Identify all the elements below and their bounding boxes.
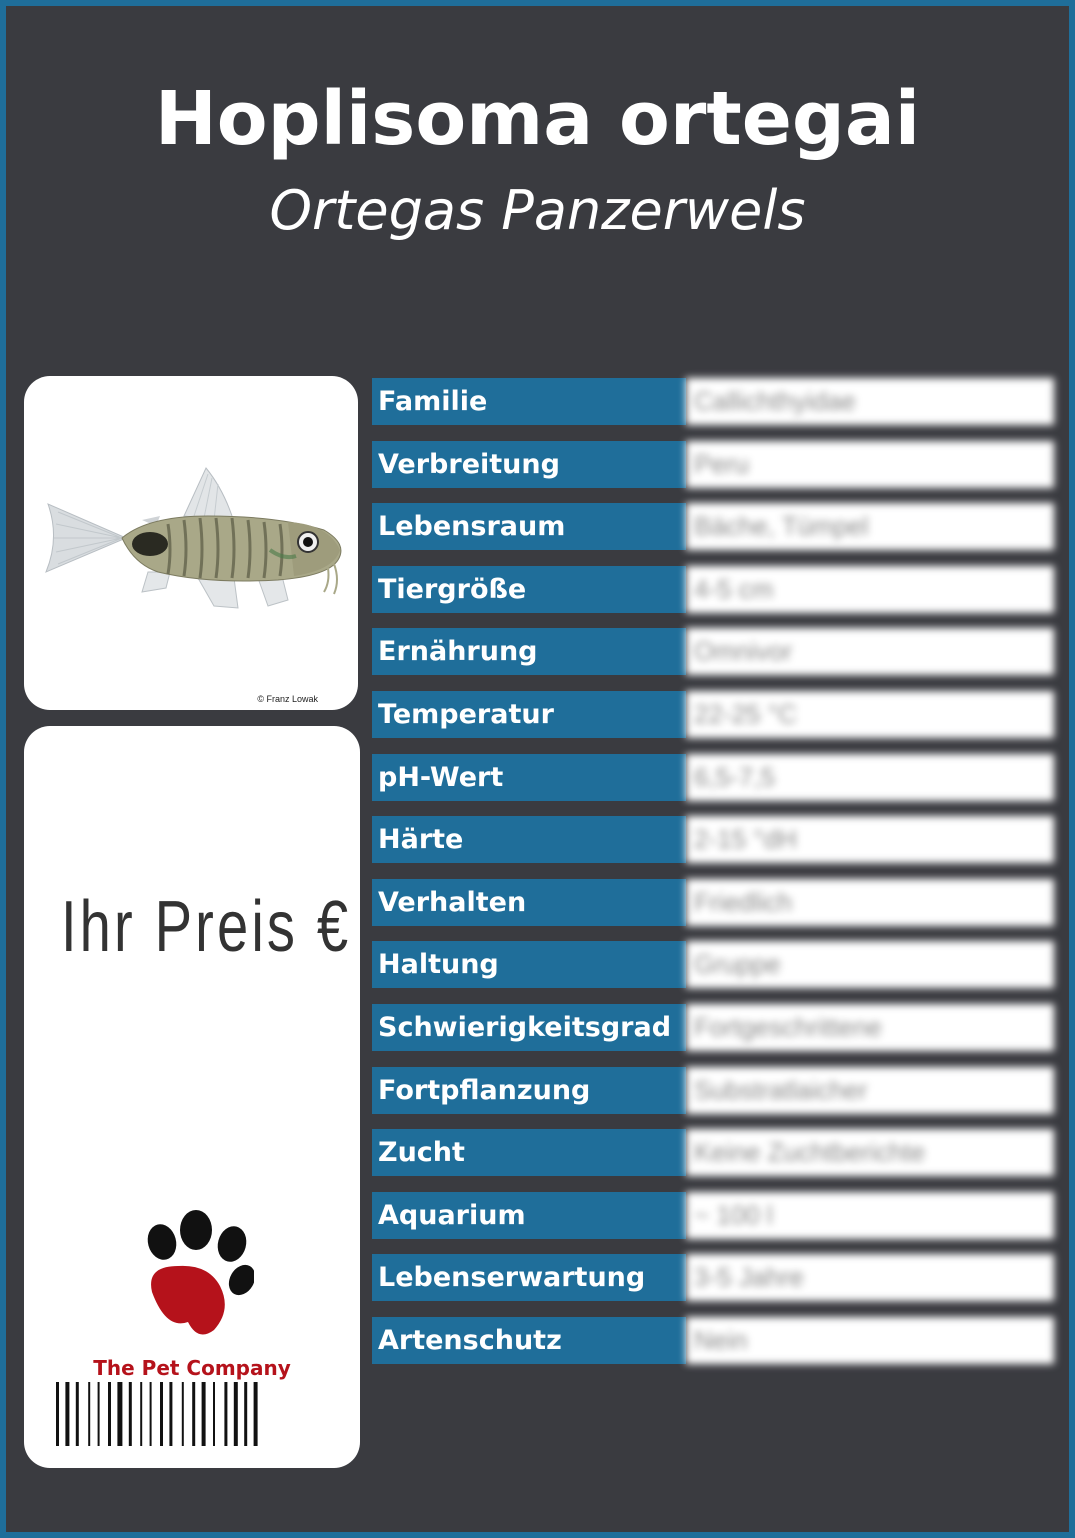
info-row: [372, 1129, 1054, 1176]
info-row-label: Familie: [372, 378, 686, 425]
barcode-bar: [202, 1382, 206, 1446]
barcode: [56, 1382, 332, 1446]
info-row-label: Ernährung: [372, 628, 686, 675]
info-row: [372, 378, 1054, 425]
info-row-value: ~ 100 l: [686, 1192, 1054, 1239]
info-row: [372, 1192, 1054, 1239]
info-row-label: Temperatur: [372, 691, 686, 738]
info-row-value: 2-15 °dH: [686, 816, 1054, 863]
info-row: [372, 1004, 1054, 1051]
info-row: [372, 1317, 1054, 1364]
info-row: [372, 441, 1054, 488]
info-row-label: Haltung: [372, 941, 686, 988]
info-row: [372, 941, 1054, 988]
info-row-value: Nein: [686, 1317, 1054, 1364]
info-row-label: Lebenserwartung: [372, 1254, 686, 1301]
info-row-label: Lebensraum: [372, 503, 686, 550]
barcode-bar: [182, 1382, 184, 1446]
barcode-bar: [129, 1382, 132, 1446]
barcode-bar: [234, 1382, 238, 1446]
info-row-value: Friedlich: [686, 879, 1054, 926]
barcode-bar: [117, 1382, 122, 1446]
barcode-bar: [108, 1382, 111, 1446]
species-scientific-name: Hoplisoma ortegai: [154, 76, 921, 162]
info-row-label: Fortpflanzung: [372, 1067, 686, 1114]
barcode-bar: [65, 1382, 69, 1446]
fish-photo: [38, 460, 344, 610]
barcode-bar: [160, 1382, 163, 1446]
company-name: The Pet Company: [93, 1356, 291, 1380]
price-label: Ihr Preis €: [60, 887, 352, 967]
barcode-bar: [254, 1382, 258, 1446]
info-row: [372, 1067, 1054, 1114]
info-row-label: Tiergröße: [372, 566, 686, 613]
info-row-value: Substratlaicher: [686, 1067, 1054, 1114]
photo-credit: © Franz Lowak: [257, 694, 318, 704]
barcode-bar: [169, 1382, 172, 1446]
info-row: [372, 691, 1054, 738]
info-row-label: Artenschutz: [372, 1317, 686, 1364]
barcode-bar: [88, 1382, 90, 1446]
info-row: [372, 503, 1054, 550]
info-row-label: Verbreitung: [372, 441, 686, 488]
info-row-label: pH-Wert: [372, 754, 686, 801]
info-row: [372, 754, 1054, 801]
info-row-value: 6,5-7,5: [686, 754, 1054, 801]
barcode-bar: [213, 1382, 215, 1446]
info-row-label: Schwierigkeitsgrad: [372, 1004, 686, 1051]
barcode-bar: [140, 1382, 142, 1446]
info-row-value: Omnivor: [686, 628, 1054, 675]
info-row-value: 4-5 cm: [686, 566, 1054, 613]
info-row-value: Peru: [686, 441, 1054, 488]
info-row-label: Verhalten: [372, 879, 686, 926]
info-row-label: Aquarium: [372, 1192, 686, 1239]
info-row-value: Fortgeschrittene: [686, 1004, 1054, 1051]
price-panel: [24, 726, 360, 1468]
barcode-bar: [150, 1382, 152, 1446]
info-row-value: Keine Zuchtberichte: [686, 1129, 1054, 1176]
info-row-label: Zucht: [372, 1129, 686, 1176]
species-info-table: [372, 378, 1054, 1380]
barcode-bar: [56, 1382, 59, 1446]
info-row: [372, 879, 1054, 926]
info-row: [372, 628, 1054, 675]
info-row-value: Callichthyidae: [686, 378, 1054, 425]
barcode-bar: [224, 1382, 227, 1446]
info-row-value: Gruppe: [686, 941, 1054, 988]
info-row-label: Härte: [372, 816, 686, 863]
species-common-name: Ortegas Panzerwels: [269, 179, 806, 242]
paw-logo-icon: [138, 1210, 254, 1340]
barcode-bar: [76, 1382, 79, 1446]
info-row: [372, 816, 1054, 863]
barcode-bar: [244, 1382, 247, 1446]
info-row-value: 3-5 Jahre: [686, 1254, 1054, 1301]
info-row: [372, 1254, 1054, 1301]
fish-photo-panel: [24, 376, 358, 710]
barcode-bar: [192, 1382, 195, 1446]
info-row-value: Bäche, Tümpel: [686, 503, 1054, 550]
info-row: [372, 566, 1054, 613]
barcode-bar: [98, 1382, 100, 1446]
info-row-value: 22-25 °C: [686, 691, 1054, 738]
